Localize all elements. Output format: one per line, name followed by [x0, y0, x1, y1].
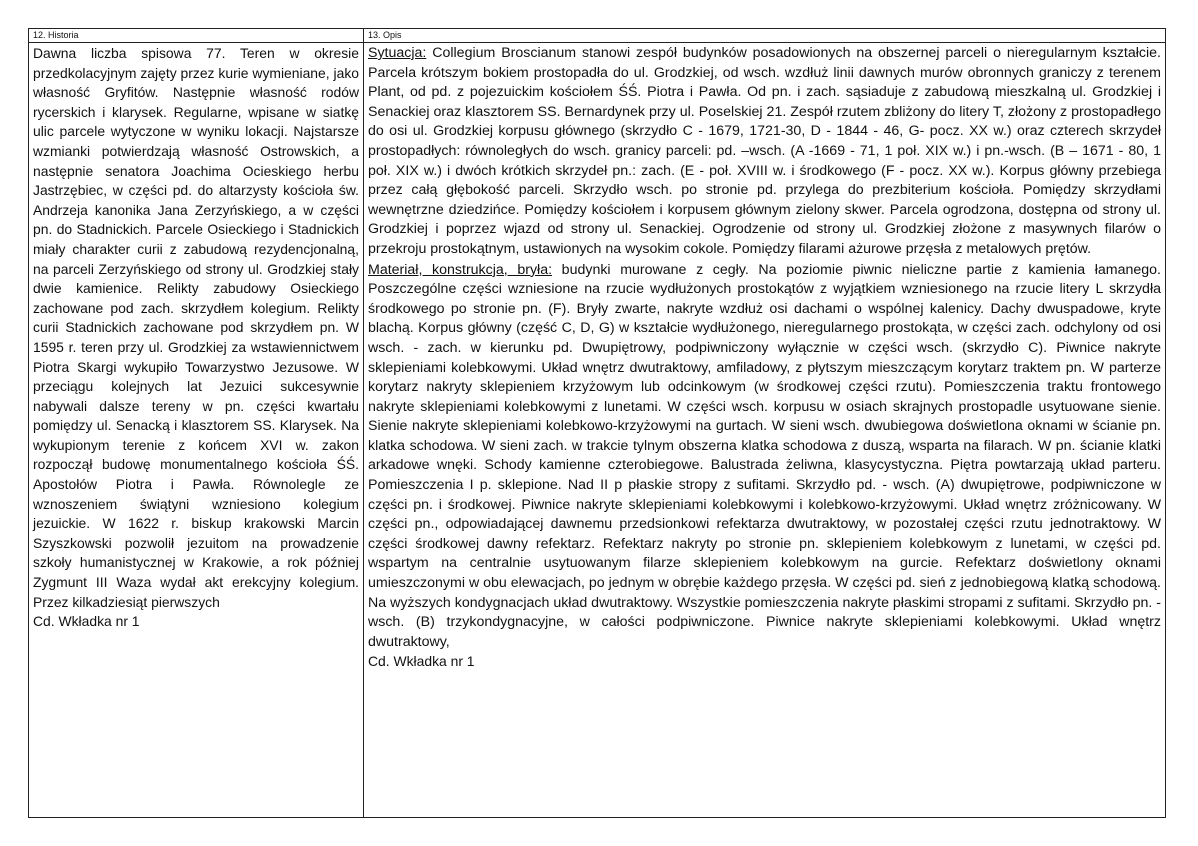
history-column [29, 29, 364, 817]
description-continued-note: Cd. Wkładka nr 1 [368, 653, 475, 670]
description-header: 13. Opis [364, 29, 1165, 43]
document-sheet [28, 28, 1166, 818]
history-header: 12. Historia [29, 29, 363, 43]
situation-heading: Sytuacja: [368, 45, 427, 61]
material-heading: Materiał, konstrukcja, bryła: [368, 261, 553, 278]
material-paragraph [364, 260, 1165, 653]
situation-paragraph [364, 43, 1165, 260]
material-text: budynki murowane z cegły. Na poziomie piwnic nieliczne partie z kamienia łamanego. Poszczególne części wzniesione na rzucie wydłużonych prostokątów z wyjątkiem wzniesionego na rzucie litery L skrzydła środkowego po stronie pn. (F). Bryły zwarte, nakryte wzdłuż osi dachami o wspólnej kalenicy. Dachy dwuspadowe, kryte blachą. Korpus główny (część C, D, G) w kształcie wydłużonego, nieregularnego prostokąta, w części zach. odchylony od osi wsch. - zach. w kierunku pd. Dwupiętrowy, podpiwniczony wyłącznie w części wsch. (skrzydło C). Piwnice nakryte sklepieniami kolebkowymi. Układ wnętrz dwutraktowy, amfiladowy, z płytszym mieszczącym korytarz traktem pn. W parterze korytarz nakryty sklepieniem krzyżowym lub odcinkowym (w środkowej części rzutu). Pomieszczenia traktu frontowego nakryte sklepieniami kolebkowymi z lunetami. W części wsch. korpusu w osiach skrajnych prostopadle usytuowane sienie. Sienie nakryte sklepieniami kolebkowo-krzyżowymi na gurtach. W sieni wsch. dwubiegowa doświetlona oknami w ścianie pn. klatka schodowa. W sieni zach. w trakcie tylnym obszerna klatka schodowa z duszą, wsparta na filarach. W pn. ścianie klatki arkadowe wnęki. Schody kamienne czterobiegowe. Balustrada żeliwna, klasycystyczna. Piętra powtarzają układ parteru. Pomieszczenia I p. sklepione. Nad II p płaskie stropy z sufitami. Skrzydło pd. - wsch. (A) dwupiętrowe, podpiwniczone w części pn. i środkowej. Piwnice nakryte sklepieniami kolebkowymi i kolebkowo-krzyżowymi. Układ wnętrz zróżnicowany. W części pn., odpowiadającej dawnemu przedsionkowi refektarza dwutraktowy, w pozostałej części rzutu jednotraktowy. W części środkowej dawny refektarz. Refektarz nakryty po stronie pn. sklepieniem kolebkowym z lunetami, w części pd. wspartym na centralnie usytuowanym filarze sklepieniem kolebkowym na gurcie. Refektarz doświetlony oknami umieszczonymi w obu elewacjach, po jednym w obrębie każdego przęsła. W części pd. sień z jednobiegową klatką schodową. Na wyższych kondygnacjach układ dwutraktowy. Wszystkie pomieszczenia nakryte płaskimi stropami z sufitami. Skrzydło pn. - wsch. (B) trzykondygnacyjne, w całości podpiwniczone. Piwnice nakryte sklepieniami kolebkowymi. Układ wnętrz dwutraktowy, [368, 261, 1161, 650]
description-column [364, 29, 1165, 817]
history-text: Dawna liczba spisowa 77. Teren w okresie przedkolacyjnym zajęty przez kurie wymieniane, jako własność Gryfitów. Następnie własność rodów rycerskich i klarysek. Regularne, wpisane w siatkę ulic parcele wytyczone w wyniku lokacji. Najstarsze wzmianki potwierdzają własność Ostrowskich, a następnie senatora Joachima Ocieskiego herbu Jastrzębiec, w części pd. do altarzysty kościoła św. Andrzeja kanonika Jana Zerzyńskiego, a w części pn. do Stadnickich. Parcele Osieckiego i Stadnickich miały charakter curii z zabudową rezydencjonalną, na parceli Zerzyńskiego od strony ul. Grodzkiej stały dwie kamienice. Relikty zabudowy Osieckiego zachowane pod zach. skrzydłem kolegium. Relikty curii Stadnickich zachowane pod skrzydłem pn. W 1595 r. teren przy ul. Grodzkiej za wstawiennictwem Piotra Skargi wykupiło Towarzystwo Jezusowe. W przeciągu kolejnych lat Jezuici sukcesywnie nabywali dalsze tereny w pn. części kwartału pomiędzy ul. Senacką i klasztorem SS. Klarysek. Na wykupionym terenie z końcem XVI w. zakon rozpoczął budowę monumentalnego kościoła ŚŚ. Apostołów Piotra i Pawła. Równolegle ze wznoszeniem świątyni wzniesiono kolegium jezuickie. W 1622 r. biskup krakowski Marcin Szyszkowski pozwolił jezuitom na prowadzenie szkoły humanistycznej w Krakowie, a rok później Zygmunt III Waza wydał akt erekcyjny kolegium. Przez kilkadziesiąt pierwszych [33, 45, 359, 610]
history-continued-note: Cd. Wkładka nr 1 [33, 613, 140, 630]
situation-text: Collegium Broscianum stanowi zespół budynków posadowionych na obszernej parceli o nieregularnym kształcie. Parcela krótszym bokiem prostopadła do ul. Grodzkiej, od wsch. wzdłuż linii dawnych murów obronnych graniczy z terenem Plant, od pd. z pojezuickim kościołem ŚŚ. Piotra i Pawła. Od pn. i zach. sąsiaduje z zabudową mieszkalną ul. Grodzkiej i Senackiej oraz klasztorem SS. Bernardynek przy ul. Poselskiej 21. Zespół rzutem zbliżony do litery T, złożony z prostopadłego do osi ul. Grodzkiej korpusu głównego (skrzydło C - 1679, 1721-30, D - 1844 - 46, G- pocz. XX w.) oraz czterech skrzydeł prostopadłych: równoległych do wsch. granicy parceli: pd. –wsch. (A -1669 - 71, 1 poł. XIX w.) i pn.-wsch. (B – 1671 - 80, 1 poł. XIX w.) i dwóch krótkich skrzydeł pn.: zach. (E - poł. XVIII w. i środkowego (F - pocz. XX w.). Korpus główny przebiega przez całą głębokość parceli. Skrzydło wsch. po stronie pd. przylega do prezbiterium kościoła. Pomiędzy skrzydłami wewnętrzne dziedzińce. Pomiędzy kościołem i korpusem głównym zielony skwer. Parcela ogrodzona, dostępna od strony ul. Grodzkiej i poprzez wjazd od strony ul. Senackiej. Ogrodzenie od strony ul. Grodzkiej złożone z masywnych filarów o przekroju prostokątnym, ustawionych na wysokim cokole. Pomiędzy filarami ażurowe przęsła z metalowych prętów. [368, 45, 1161, 257]
